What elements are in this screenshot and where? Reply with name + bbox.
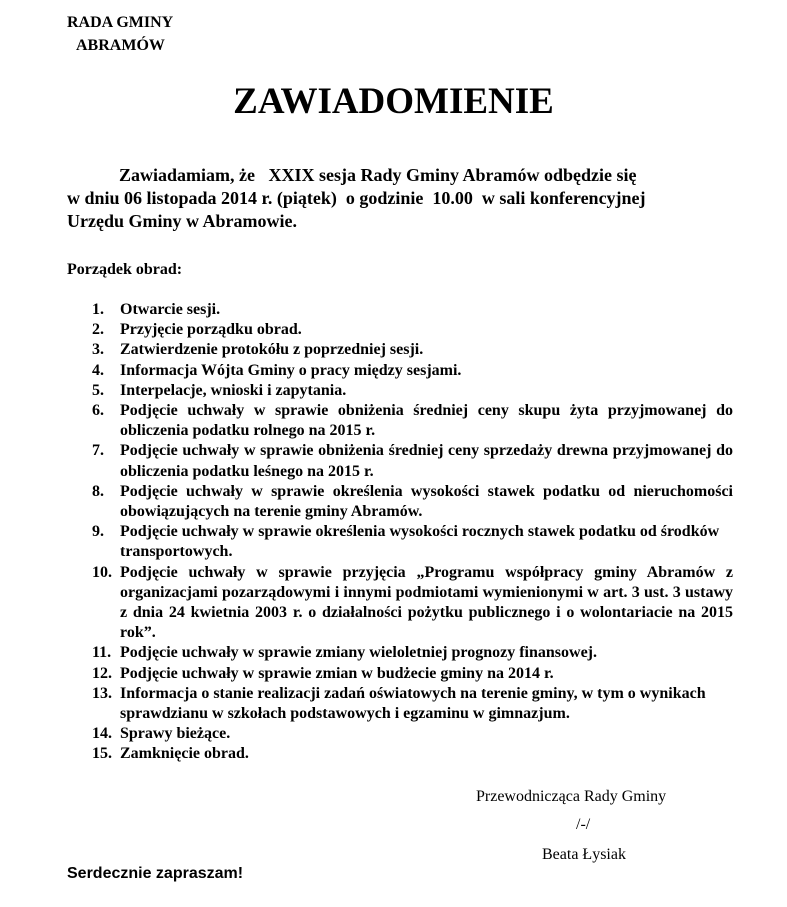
agenda-item	[67, 441, 733, 481]
intro-line-2: w dniu 06 listopada 2014 r. (piątek) o godzinie 10.00 w sali konferencyjnej	[67, 188, 646, 208]
agenda-item	[67, 401, 733, 441]
agenda-item-text: Podjęcie uchwały w sprawie zmiany wieloletniej prognozy finansowej.	[120, 644, 597, 662]
agenda-item-number: 10.	[92, 563, 112, 581]
agenda-item-text: Interpelacje, wnioski i zapytania.	[120, 381, 347, 399]
agenda-item-text: Zamknięcie obrad.	[120, 745, 249, 763]
signature-name: Beata Łysiak	[542, 846, 626, 863]
agenda-item-text: Przyjęcie porządku obrad.	[120, 321, 302, 339]
council-name-line1: RADA GMINY	[67, 14, 174, 31]
agenda-item-number: 13.	[92, 684, 112, 702]
signature-mark: /-/	[576, 816, 591, 833]
agenda-item	[67, 340, 733, 360]
agenda-item	[67, 300, 733, 320]
agenda-item	[67, 643, 733, 663]
agenda-item-number: 5.	[92, 381, 104, 399]
agenda-item-text: Podjęcie uchwały w sprawie zmian w budżecie gminy na 2014 r.	[120, 664, 554, 682]
agenda-item-text: Podjęcie uchwały w sprawie określenia wysokości stawek podatku od nieruchomości obowiązujących na terenie gminy Abramów.	[120, 482, 733, 521]
agenda-item	[67, 361, 733, 381]
agenda-item-text: Podjęcie uchwały w sprawie określenia wysokości rocznych stawek podatku od środków transportowych.	[120, 523, 720, 561]
council-name-line2: ABRAMÓW	[76, 37, 165, 54]
agenda-item-number: 3.	[92, 341, 104, 359]
agenda-item-text: Podjęcie uchwały w sprawie przyjęcia „Programu współpracy gminy Abramów z organizacjami pozarządowymi i innymi podmiotami wymienionymi w art. 3 ust. 3 ustawy z dnia 24 kwietnia 2003 r. o działalności pożytku publicznego i o wolontariacie na 2015 rok”.	[120, 563, 733, 642]
intro-paragraph	[67, 164, 734, 233]
agenda-item-number: 4.	[92, 361, 104, 379]
agenda-item	[67, 724, 733, 744]
document-title: ZAWIADOMIENIE	[233, 81, 554, 122]
agenda-item-text: Sprawy bieżące.	[120, 725, 231, 743]
agenda-item	[67, 664, 733, 684]
agenda-item-text: Zatwierdzenie protokółu z poprzedniej sesji.	[120, 341, 424, 359]
agenda-item-text: Informacja Wójta Gminy o pracy między sesjami.	[120, 361, 462, 379]
agenda-heading: Porządek obrad:	[67, 261, 183, 278]
intro-line-1: Zawiadamiam, że XXIX sesja Rady Gminy Abramów odbędzie się	[119, 165, 637, 185]
closing-invitation: Serdecznie zapraszam!	[67, 865, 244, 882]
agenda-item-number: 15.	[92, 745, 112, 763]
agenda-item-number: 8.	[92, 482, 104, 500]
agenda-item	[67, 563, 733, 644]
agenda-item	[67, 482, 733, 522]
signature-role: Przewodnicząca Rady Gminy	[476, 788, 667, 805]
agenda-item-number: 11.	[92, 644, 112, 662]
agenda-list	[67, 300, 733, 765]
agenda-item	[67, 684, 733, 724]
agenda-item	[67, 320, 733, 340]
agenda-item	[67, 381, 733, 401]
agenda-item	[67, 744, 733, 764]
agenda-item-text: Podjęcie uchwały w sprawie obniżenia średniej ceny skupu żyta przyjmowanej do obliczenia podatku rolnego na 2015 r.	[120, 402, 733, 440]
agenda-item-number: 7.	[92, 442, 104, 460]
agenda-item-text: Podjęcie uchwały w sprawie obniżenia średniej ceny sprzedaży drewna przyjmowanej do obliczenia podatku leśnego na 2015 r.	[120, 442, 733, 480]
agenda-item-text: Otwarcie sesji.	[120, 301, 221, 318]
agenda-item-number: 1.	[92, 301, 104, 318]
agenda-item-number: 9.	[92, 523, 104, 541]
agenda-item	[67, 522, 733, 562]
agenda-item-text: Informacja o stanie realizacji zadań oświatowych na terenie gminy, w tym o wynikach sprawdzianu w szkołach podstawowych i egzaminu w gimnazjum.	[120, 684, 706, 723]
intro-line-3: Urzędu Gminy w Abramowie.	[67, 211, 297, 231]
agenda-item-number: 12.	[92, 664, 112, 682]
agenda-item-number: 2.	[92, 321, 104, 339]
agenda-item-number: 14.	[92, 725, 112, 743]
agenda-item-number: 6.	[92, 402, 104, 420]
